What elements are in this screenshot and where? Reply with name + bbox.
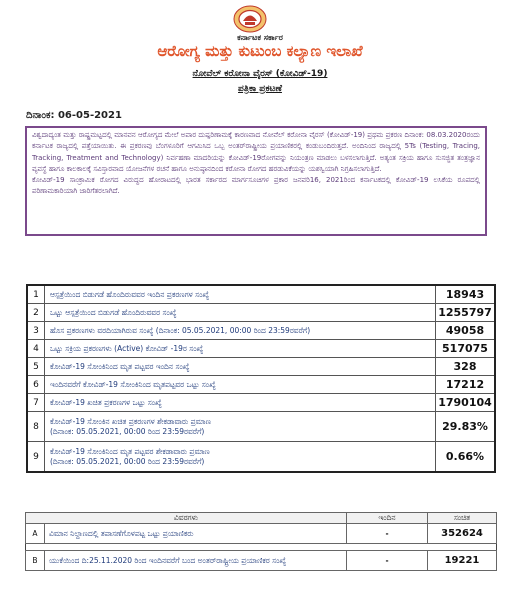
row-number: 7 [27,394,45,412]
row-value: 17212 [436,376,496,394]
row-label: ಇಂದಿನವರೆಗೆ ಕೋವಿಡ್-19 ಸೋಂಕಿನಿಂದ ಮೃತಪಟ್ಟವರ ಒಟ್ಟು ಸಂಖ್ಯೆ [45,376,436,394]
row-label: ಕೋವಿಡ್-19 ಸೋಂಕಿನಿಂದ ಮೃತ ಪಟ್ಟವರ ಇಂದಿನ ಸಂಖ್ಯೆ [45,358,436,376]
row-value: 29.83% [436,412,496,442]
row-number: 5 [27,358,45,376]
row-number: 1 [27,285,45,304]
row-letter: B [26,551,45,571]
release-date: ದಿನಾಂಕ: 06-05-2021 [26,110,122,121]
travellers-table [25,512,497,571]
row-today: - [347,551,428,571]
table-row [27,304,495,322]
column-header-cumulative: ಸಂಚಿತ [428,513,497,524]
row-number: 9 [27,442,45,473]
row-label: ಕೋವಿಡ್-19 ಸೋಂಕಿನಿಂದ ಮೃತ ಪಟ್ಟವರ ಶೇಕಡಾವಾರು ಪ್ರಮಾಣ [50,446,210,456]
table-row [27,340,495,358]
table-row [27,285,495,304]
table-row [27,442,495,473]
spacer-cell [26,544,497,551]
notice-paragraph-1: ವಿಶ್ವದಾದ್ಯಂತ ಮತ್ತು ರಾಷ್ಟ್ರಮಟ್ಟದಲ್ಲಿ ಮಾನವನ ಆರೋಗ್ಯದ ಮೇಲೆ ಅಪಾರ ದುಷ್ಪರಿಣಾಮಕ್ಕೆ ಕಾರಣವಾದ ನೋವೆಲ್ ಕರೋನಾ ವೈರಸ್ (ಕೋವಿಡ್-19) ಪ್ರಥಮ ಪ್ರಕರಣ ದಿನಾಂಕ: 08.03.2020ರಂದು ಕರ್ನಾಟಕ ರಾಜ್ಯದಲ್ಲಿ ಪತ್ತೆಯಾಯಿತು. ಈ ಪ್ರಕರಣವು ಬೆಂಗಳೂರಿಗೆ ಆಗಮಿಸಿದ ಒಬ್ಬ ಅಂತರ್‌ರಾಷ್ಟ್ರೀಯ ಪ್ರಯಾಣಿಕರಲ್ಲಿ ಕಂಡುಬಂದಿರುತ್ತದೆ. ಅಂದಿನಿಂದ ರಾಜ್ಯದಲ್ಲಿ 5Ts (Testing, Tracing, Tracking, Treatment and Technology) ನಿರ್ವಹಣಾ ಮಾದರಿಯನ್ನು ಕೋವಿಡ್-19ರೋಗವನ್ನು ನಿಯಂತ್ರಣ ಮಾಡಲು ಬಳಸಲಾಗುತ್ತಿದೆ. ಅತ್ಯಂತ ಸಕ್ರಿಯ ಹಾಗೂ ಸುಸಜ್ಜಿತ ತಂತ್ರಜ್ಞಾನ ವ್ಯವಸ್ಥೆ ಹಾಗೂ ಕಾಲಕಾಲಕ್ಕೆ ಸವಿಸ್ತಾರವಾದ ಯೋಜನೆಗಳ ರಚನೆ ಹಾಗೂ ಅನುಷ್ಠಾನದಿಂದ ಕರೋನಾ ರೋಗದ ಹರಡುವಿಕೆಯನ್ನು ಯಶಸ್ವಿಯಾಗಿ ನಿಗ್ರಹಿಸಲಾಗುತ್ತಿದೆ. [32,131,480,173]
press-release-heading: ಪತ್ರಿಕಾ ಪ್ರಕಟಣೆ [238,84,282,94]
row-value: 49058 [436,322,496,340]
row-total: 352624 [428,524,497,544]
notice-box [25,126,487,236]
row-spacer [26,544,497,551]
row-label: ವಿಮಾನ ನಿಲ್ದಾಣದಲ್ಲಿ ತಪಾಸಣೆಗೊಳಪಟ್ಟ ಒಟ್ಟು ಪ್ರಯಾಣಿಕರು [45,524,347,544]
row-total: 19221 [428,551,497,571]
row-value: 18943 [436,285,496,304]
subtitle: ನೋವೆಲ್ ಕರೋನಾ ವೈರಸ್ (ಕೋವಿಡ್-19) [192,69,328,79]
table-row [26,551,497,571]
row-letter: A [26,524,45,544]
column-header-today: ಇಂದಿನ [347,513,428,524]
table-row [26,524,497,544]
table-row [27,358,495,376]
row-label-cell [45,412,436,442]
table-row [27,376,495,394]
row-label-cell [45,442,436,473]
table-row [27,412,495,442]
row-number: 3 [27,322,45,340]
row-label: ಆಸ್ಪತ್ರೆಯಿಂದ ಬಿಡುಗಡೆ ಹೊಂದಿರುವವರ ಇಂದಿನ ಪ್ರಕರಣಗಳ ಸಂಖ್ಯೆ [45,285,436,304]
row-today: - [347,524,428,544]
table-row [27,394,495,412]
notice-paragraph-2: ಕೋವಿಡ್-19 ಸಾಂಕ್ರಾಮಿಕ ರೋಗದ ವಿರುದ್ಧದ ಹೋರಾಟದಲ್ಲಿ ಭಾರತ ಸರ್ಕಾರದ ಮಾರ್ಗಸೂಚಿಗಳ ಪ್ರಕಾರ ಜನವರಿ16, 2021ರಿಂದ ಕರ್ನಾಟಕದಲ್ಲಿ ಕೋವಿಡ್-19 ಲಸಿಕೆಯ ರೂಪದಲ್ಲಿ ಪರಿಣಾಮಕಾರಿಯಾಗಿ ಜಾರಿಗೆತರಲಾಗಿದೆ. [32,176,480,196]
row-label: ಯುಕೆಯಿಂದ ದಿ:25.11.2020 ರಿಂದ ಇಂದಿನವರೆಗೆ ಬಂದ ಅಂತರ್‌ರಾಷ್ಟ್ರೀಯ ಪ್ರಯಾಣಿಕರ ಸಂಖ್ಯೆ [45,551,347,571]
karnataka-emblem-icon [233,4,267,34]
row-number: 8 [27,412,45,442]
row-value: 0.66% [436,442,496,473]
department-title: ಆರೋಗ್ಯ ಮತ್ತು ಕುಟುಂಬ ಕಲ್ಯಾಣ ಇಲಾಖೆ [157,42,363,60]
row-label: ಒಟ್ಟು ಆಸ್ಪತ್ರೆಯಿಂದ ಬಿಡುಗಡೆ ಹೊಂದಿರುವವರ ಸಂಖ್ಯೆ [45,304,436,322]
column-header-details: ವಿವರಗಳು [26,513,347,524]
row-number: 4 [27,340,45,358]
row-value: 1255797 [436,304,496,322]
row-number: 6 [27,376,45,394]
row-value: 328 [436,358,496,376]
table-header-row [26,513,497,524]
row-value: 1790104 [436,394,496,412]
row-label: ಕೋವಿಡ್-19 ಸೋಂಕಿನ ಖಚಿತ ಪ್ರಕರಣಗಳ ಶೇಕಡಾವಾರು ಪ್ರಮಾಣ [50,416,211,426]
table-row [27,322,495,340]
row-label: ಹೊಸ ಪ್ರಕರಣಗಳು ವರದಿಯಾಗಿರುವ ಸಂಖ್ಯೆ (ದಿನಾಂಕ: 05.05.2021, 00:00 ರಿಂದ 23:59ರವರೆಗೆ) [45,322,436,340]
row-label: ಕೋವಿಡ್-19 ಖಚಿತ ಪ್ರಕರಣಗಳ ಒಟ್ಟು ಸಂಖ್ಯೆ [45,394,436,412]
row-label: ಒಟ್ಟು ಸಕ್ರಿಯ ಪ್ರಕರಣಗಳು (Active) ಕೋವಿಡ್ -19ರ ಸಂಖ್ಯೆ [45,340,436,358]
row-value: 517075 [436,340,496,358]
row-note: (ದಿನಾಂಕ: 05.05.2021, 00:00 ರಿಂದ 23:59ರವರೆಗೆ) [50,426,205,436]
government-label: ಕರ್ನಾಟಕ ಸರ್ಕಾರ [237,33,283,42]
row-number: 2 [27,304,45,322]
row-note: (ದಿನಾಂಕ: 05.05.2021, 00:00 ರಿಂದ 23:59ರವರೆಗೆ) [50,456,205,466]
stats-table [26,284,496,473]
